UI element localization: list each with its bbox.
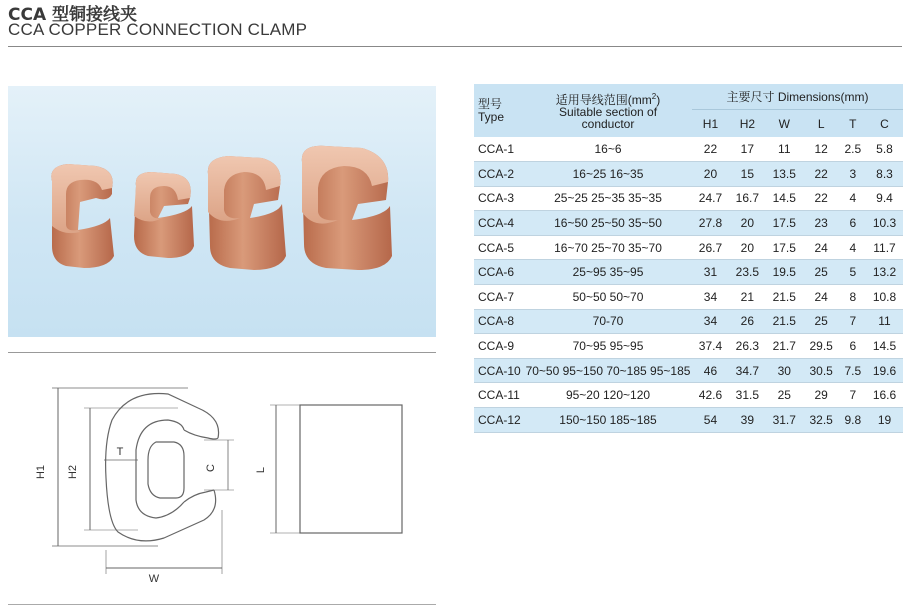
cell-type: CCA-11	[474, 383, 524, 408]
cell-section: 95~20 120~120	[524, 383, 692, 408]
cell-w: 17.5	[766, 211, 803, 236]
dim-label-l: L	[255, 466, 267, 474]
cell-w: 13.5	[766, 162, 803, 187]
table-row	[474, 137, 903, 162]
cell-t: 8	[840, 285, 866, 310]
cell-h1: 20	[692, 162, 729, 187]
cell-h1: 54	[692, 408, 729, 433]
cell-t: 7	[840, 383, 866, 408]
product-photo	[8, 86, 436, 337]
table-row	[474, 211, 903, 236]
dim-label-w: W	[148, 573, 160, 585]
cell-t: 7.5	[840, 358, 866, 383]
cell-h2: 23.5	[729, 260, 766, 285]
table-row	[474, 309, 903, 334]
cell-c: 19.6	[866, 358, 903, 383]
column-header-t: T	[849, 116, 857, 131]
cell-h2: 17	[729, 137, 766, 162]
cell-type: CCA-10	[474, 358, 524, 383]
header-type-en: Type	[478, 109, 505, 124]
cell-h1: 37.4	[692, 334, 729, 359]
dim-label-h2: H2	[67, 464, 79, 480]
cell-h2: 31.5	[729, 383, 766, 408]
cell-t: 2.5	[840, 137, 866, 162]
column-header-w: W	[778, 116, 790, 131]
cell-w: 25	[766, 383, 803, 408]
cell-h2: 16.7	[729, 186, 766, 211]
cell-l: 22	[803, 186, 840, 211]
cell-h2: 26.3	[729, 334, 766, 359]
cell-l: 29	[803, 383, 840, 408]
header-section	[524, 84, 692, 137]
cell-type: CCA-2	[474, 162, 524, 187]
cell-l: 23	[803, 211, 840, 236]
cell-l: 25	[803, 260, 840, 285]
cell-l: 29.5	[803, 334, 840, 359]
cell-section: 16~50 25~50 35~50	[524, 211, 692, 236]
cell-section: 150~150 185~185	[524, 408, 692, 433]
cell-c: 14.5	[866, 334, 903, 359]
cell-l: 24	[803, 285, 840, 310]
cell-l: 30.5	[803, 358, 840, 383]
dim-label-t: T	[116, 446, 124, 458]
cell-section: 70~95 95~95	[524, 334, 692, 359]
header-type	[474, 84, 524, 137]
cell-t: 6	[840, 334, 866, 359]
table-row	[474, 408, 903, 433]
cell-t: 5	[840, 260, 866, 285]
column-header-h2: H2	[739, 116, 756, 131]
column-header-c: C	[880, 116, 889, 131]
column-header-l: L	[817, 116, 825, 131]
cell-w: 31.7	[766, 408, 803, 433]
header-divider	[8, 46, 902, 47]
column-header-h1: H1	[702, 116, 719, 131]
clamp-photo-illustration	[8, 86, 436, 337]
cell-l: 24	[803, 235, 840, 260]
clamp-3	[208, 156, 286, 270]
cell-w: 21.5	[766, 285, 803, 310]
cell-w: 11	[766, 137, 803, 162]
cell-h1: 31	[692, 260, 729, 285]
cell-t: 4	[840, 186, 866, 211]
page-title-en: CCA COPPER CONNECTION CLAMP	[8, 20, 308, 39]
cell-h1: 46	[692, 358, 729, 383]
header-section-cn: 适用导线范围(mm	[555, 93, 652, 107]
cell-section: 25~95 35~95	[524, 260, 692, 285]
cell-h2: 21	[729, 285, 766, 310]
cell-section: 16~70 25~70 35~70	[524, 235, 692, 260]
cell-t: 7	[840, 309, 866, 334]
cell-section: 70~50 95~150 70~185 95~185	[524, 358, 692, 383]
side-view	[300, 405, 402, 533]
cell-type: CCA-4	[474, 211, 524, 236]
photo-divider	[8, 352, 436, 353]
cell-section: 25~25 25~35 35~35	[524, 186, 692, 211]
cell-h2: 20	[729, 211, 766, 236]
cell-w: 21.7	[766, 334, 803, 359]
cell-w: 19.5	[766, 260, 803, 285]
cell-type: CCA-8	[474, 309, 524, 334]
dim-label-c: C	[205, 464, 217, 472]
spec-table	[474, 84, 903, 433]
cell-c: 10.8	[866, 285, 903, 310]
cell-h2: 34.7	[729, 358, 766, 383]
cell-type: CCA-5	[474, 235, 524, 260]
cell-h1: 24.7	[692, 186, 729, 211]
cell-h2: 15	[729, 162, 766, 187]
cell-t: 3	[840, 162, 866, 187]
cell-c: 11.7	[866, 235, 903, 260]
cell-l: 32.5	[803, 408, 840, 433]
cell-section: 70-70	[524, 309, 692, 334]
cell-type: CCA-7	[474, 285, 524, 310]
table-row	[474, 186, 903, 211]
cell-w: 17.5	[766, 235, 803, 260]
table-row	[474, 162, 903, 187]
cell-type: CCA-9	[474, 334, 524, 359]
cell-h1: 34	[692, 285, 729, 310]
header-dimensions: 主要尺寸 Dimensions(mm)	[692, 84, 903, 110]
cell-h1: 27.8	[692, 211, 729, 236]
table-row	[474, 285, 903, 310]
cell-h1: 34	[692, 309, 729, 334]
cell-type: CCA-1	[474, 137, 524, 162]
table-row	[474, 383, 903, 408]
header-section-close: )	[656, 93, 661, 107]
cell-section: 16~6	[524, 137, 692, 162]
header-section-sup: 2	[651, 92, 657, 101]
cell-h2: 20	[729, 235, 766, 260]
cell-c: 16.6	[866, 383, 903, 408]
cell-type: CCA-12	[474, 408, 524, 433]
cell-c: 9.4	[866, 186, 903, 211]
cell-h1: 22	[692, 137, 729, 162]
cell-l: 22	[803, 162, 840, 187]
cell-h2: 26	[729, 309, 766, 334]
header-type-cn: 型号	[478, 96, 503, 111]
technical-drawing	[8, 360, 436, 600]
cell-h1: 26.7	[692, 235, 729, 260]
clamp-2	[134, 172, 194, 258]
cell-type: CCA-3	[474, 186, 524, 211]
cell-w: 30	[766, 358, 803, 383]
cell-h1: 42.6	[692, 383, 729, 408]
clamp-1	[51, 164, 114, 268]
cell-l: 25	[803, 309, 840, 334]
cell-type: CCA-6	[474, 260, 524, 285]
cell-c: 19	[866, 408, 903, 433]
cell-c: 13.2	[866, 260, 903, 285]
cell-c: 8.3	[866, 162, 903, 187]
clamp-dimension-drawing	[8, 360, 436, 600]
clamp-4	[302, 146, 392, 270]
cell-c: 5.8	[866, 137, 903, 162]
cell-section: 50~50 50~70	[524, 285, 692, 310]
cell-section: 16~25 16~35	[524, 162, 692, 187]
header-section-en2: conductor	[581, 117, 635, 131]
table-row	[474, 235, 903, 260]
table-row	[474, 260, 903, 285]
cell-c: 11	[866, 309, 903, 334]
cell-t: 6	[840, 211, 866, 236]
cell-l: 12	[803, 137, 840, 162]
cell-t: 4	[840, 235, 866, 260]
cell-w: 21.5	[766, 309, 803, 334]
table-row	[474, 358, 903, 383]
page-title-cn: CCA 型铜接线夹	[8, 5, 138, 25]
header-section-en1: Suitable section of	[558, 105, 658, 119]
bottom-divider	[8, 604, 436, 605]
table-row	[474, 334, 903, 359]
cell-w: 14.5	[766, 186, 803, 211]
cell-c: 10.3	[866, 211, 903, 236]
cell-h2: 39	[729, 408, 766, 433]
cell-t: 9.8	[840, 408, 866, 433]
dim-label-h1: H1	[35, 464, 47, 480]
